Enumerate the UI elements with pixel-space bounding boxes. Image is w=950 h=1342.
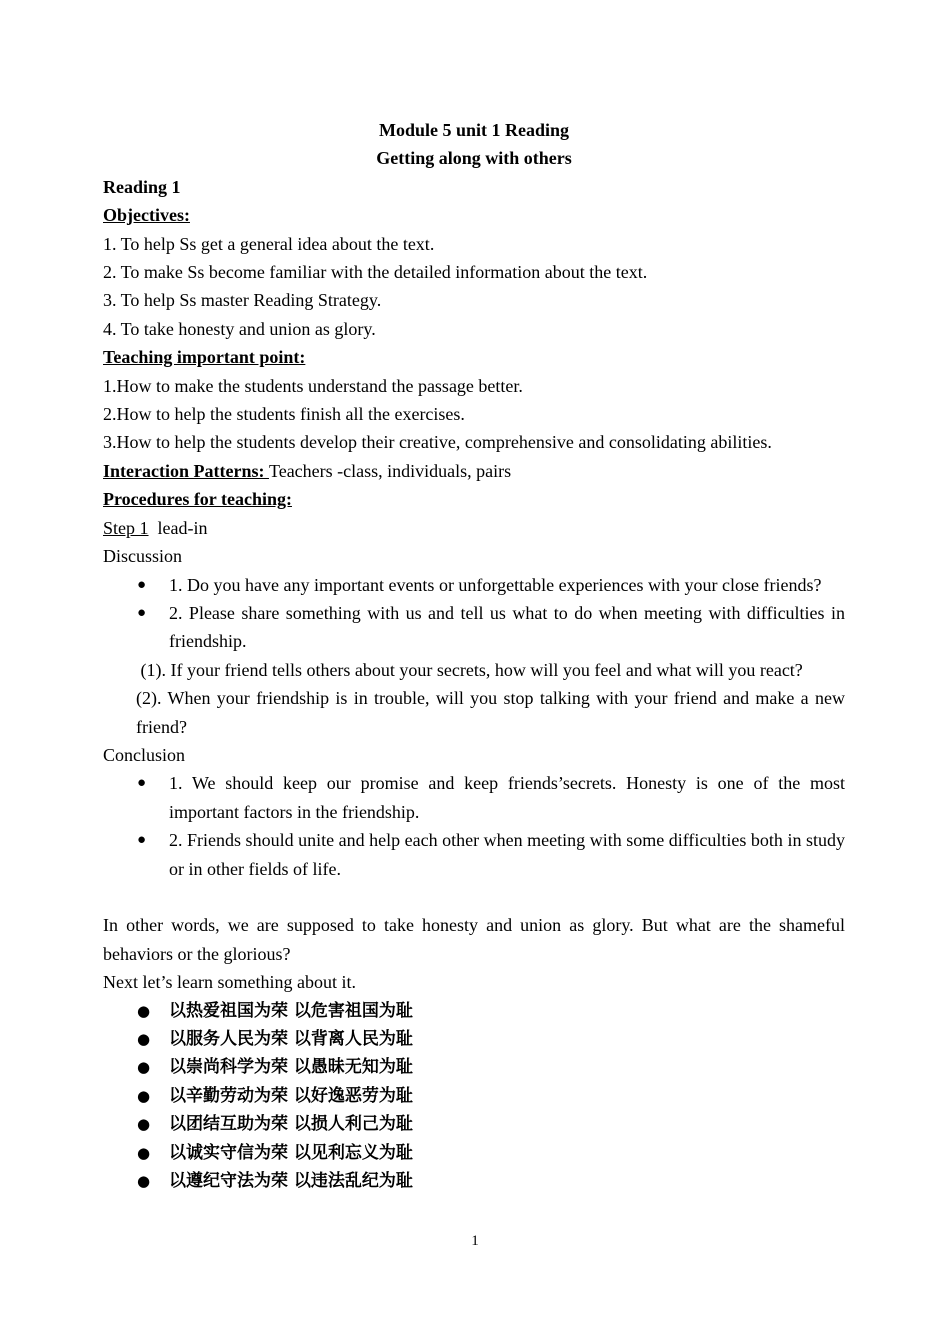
paragraph: In other words, we are supposed to take honesty and union as glory. But what are the shameful behaviors or the glorious?	[103, 915, 845, 964]
list-item-text: 以辛勤劳动为荣 以好逸恶劳为耻	[169, 1085, 413, 1106]
list-item-text: 1. Do you have any important events or unforgettable experiences with your close friends?	[169, 574, 822, 595]
list-item	[103, 571, 845, 599]
bullet-icon: ●	[137, 1143, 151, 1162]
important-point-item: 3.How to help the students develop their creative, comprehensive and consolidating abilities.	[103, 432, 772, 453]
document-title: Module 5 unit 1 Reading	[378, 120, 570, 140]
objective-item: 4. To take honesty and union as glory.	[103, 318, 376, 339]
objective-item: 3. To help Ss master Reading Strategy.	[103, 290, 382, 311]
important-point-item: 1.How to make the students understand the passage better.	[103, 375, 523, 396]
list-item-text: 以崇尚科学为荣 以愚昧无知为耻	[169, 1057, 413, 1078]
important-point-item: 2.How to help the students finish all the exercises.	[103, 404, 465, 425]
bullet-icon: ●	[137, 775, 147, 792]
list-item	[103, 997, 845, 1025]
discussion-subquestion: (2). When your friendship is in trouble, will you stop talking with your friend and make a new friend?	[136, 688, 845, 737]
step-line	[103, 514, 845, 542]
bullet-icon: ●	[137, 832, 147, 849]
step-label: Step 1	[103, 517, 149, 538]
bullet-icon: ●	[137, 576, 147, 593]
bullet-icon: ●	[137, 1058, 151, 1077]
bullet-icon: ●	[137, 604, 147, 621]
list-item	[103, 1110, 845, 1138]
list-item-text: 以遵纪守法为荣 以违法乱纪为耻	[169, 1171, 413, 1192]
list-item	[103, 1139, 845, 1167]
interaction-patterns	[103, 457, 845, 485]
bullet-icon: ●	[137, 1086, 151, 1105]
list-item	[103, 1167, 845, 1195]
discussion-list	[103, 571, 845, 656]
bullet-icon: ●	[137, 1172, 151, 1191]
blank-line	[103, 883, 845, 911]
list-item-text: 1. We should keep our promise and keep friends’secrets. Honesty is one of the most important factors in the friendship.	[169, 773, 845, 822]
chinese-list	[103, 997, 845, 1196]
interaction-label: Interaction Patterns:	[103, 460, 269, 481]
important-point-heading: Teaching important point:	[103, 347, 306, 368]
conclusion-heading: Conclusion	[103, 744, 186, 765]
list-item-text: 2. Please share something with us and tell us what to do when meeting with difficulties in friendship.	[169, 602, 845, 652]
objectives-heading: Objectives:	[103, 205, 190, 226]
procedures-heading: Procedures for teaching:	[103, 489, 292, 510]
step-text: lead-in	[148, 517, 208, 538]
document-subtitle: Getting along with others	[376, 148, 572, 169]
interaction-text: Teachers -class, individuals, pairs	[268, 460, 512, 481]
list-item	[103, 599, 845, 656]
objective-item: 1. To help Ss get a general idea about the text.	[103, 233, 435, 254]
page-number: 1	[471, 1233, 479, 1249]
list-item-text: 以服务人民为荣 以背离人民为耻	[169, 1028, 413, 1049]
bullet-icon: ●	[137, 1029, 151, 1048]
list-item	[103, 769, 845, 826]
list-item-text: 2. Friends should unite and help each other when meeting with some difficulties both in study or in other fields of life.	[169, 830, 845, 879]
document-page	[103, 116, 845, 1195]
conclusion-list	[103, 769, 845, 883]
paragraph: Next let’s learn something about it.	[103, 972, 356, 993]
list-item	[103, 1082, 845, 1110]
discussion-heading: Discussion	[103, 546, 183, 567]
list-item-text: 以热爱祖国为荣 以危害祖国为耻	[169, 1000, 413, 1021]
list-item-text: 以团结互助为荣 以损人利己为耻	[169, 1114, 413, 1135]
bullet-icon: ●	[137, 1115, 151, 1134]
discussion-subquestion: (1). If your friend tells others about your secrets, how will you feel and what will you react?	[136, 659, 803, 680]
bullet-icon: ●	[137, 1001, 151, 1020]
section-heading: Reading 1	[103, 176, 181, 197]
list-item-text: 以诚实守信为荣 以见利忘义为耻	[169, 1142, 413, 1163]
list-item	[103, 1025, 845, 1053]
list-item	[103, 1053, 845, 1081]
objective-item: 2. To make Ss become familiar with the detailed information about the text.	[103, 262, 648, 283]
list-item	[103, 826, 845, 883]
